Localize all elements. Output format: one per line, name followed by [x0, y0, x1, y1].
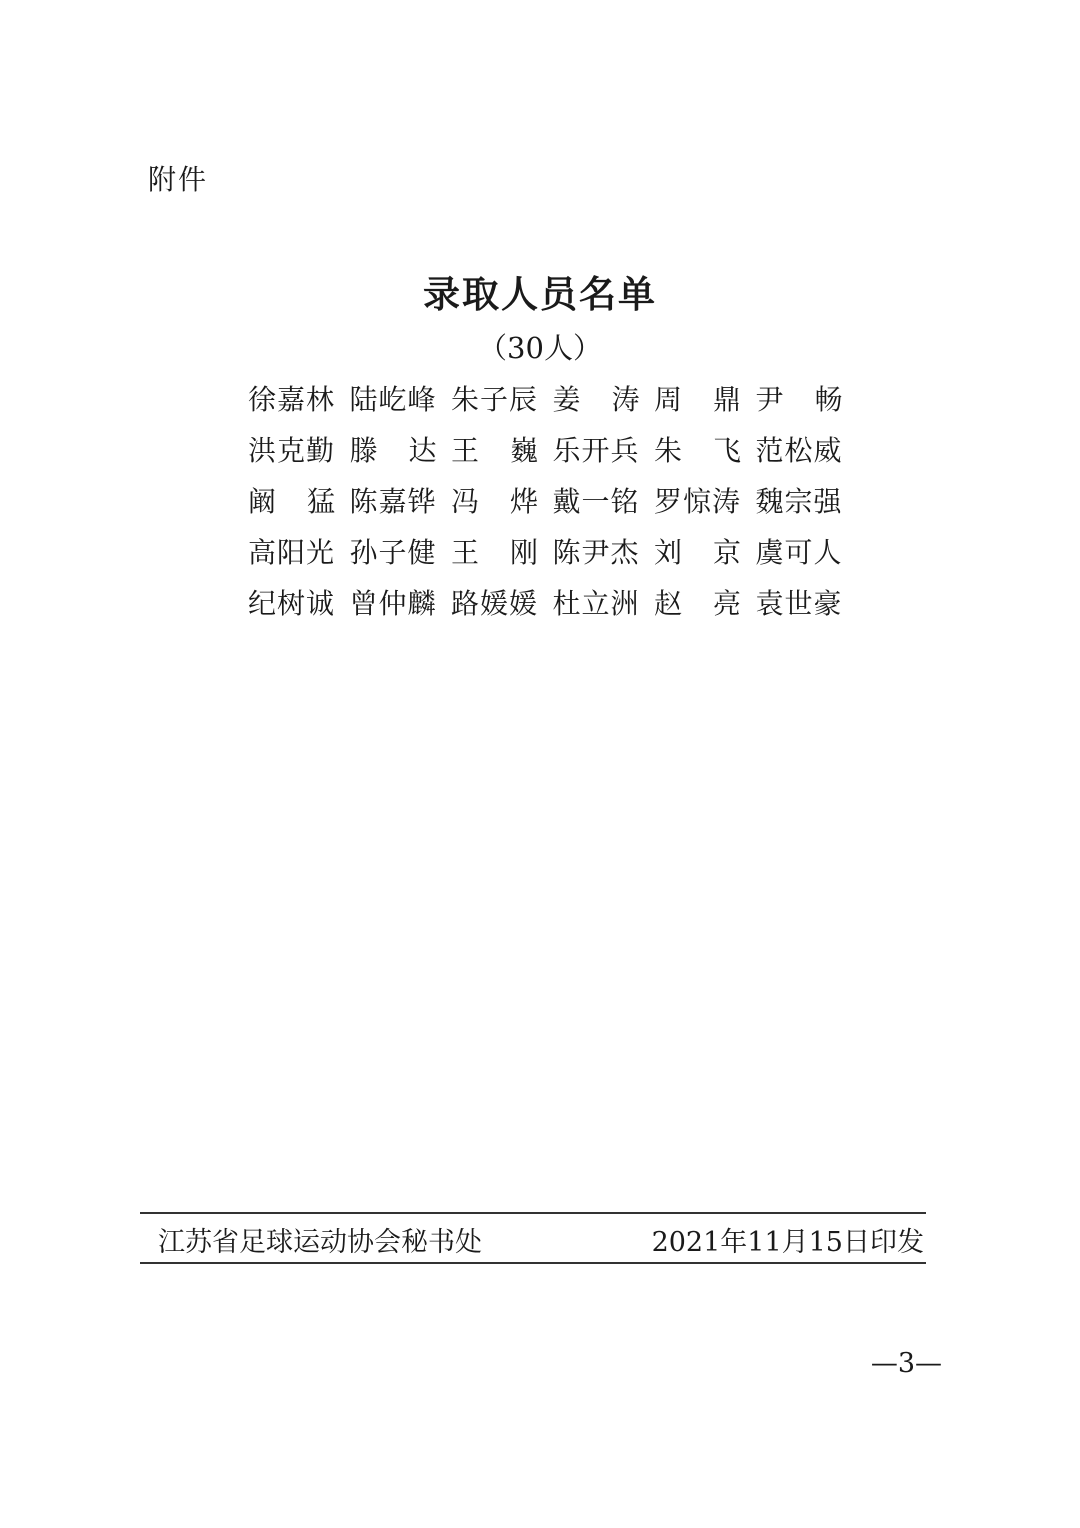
- issuer-name: 江苏省足球运动协会秘书处: [158, 1227, 482, 1258]
- name-row: [248, 372, 868, 423]
- person-name: 刘 京: [654, 535, 741, 569]
- person-name: 朱子辰: [451, 382, 539, 416]
- person-name: 乐开兵: [552, 433, 640, 467]
- person-name: 阚 猛: [248, 484, 335, 518]
- person-name: 冯 烨: [451, 484, 538, 518]
- page-number: —3—: [870, 1348, 942, 1379]
- footer-bottom-rule: [140, 1262, 926, 1264]
- person-name: 杜立洲: [552, 586, 640, 620]
- person-name: 孙子健: [349, 535, 437, 569]
- name-row: [248, 576, 868, 627]
- person-name: 赵 亮: [654, 586, 741, 620]
- document-title: 录取人员名单: [423, 272, 657, 316]
- person-name: 姜 涛: [552, 382, 640, 416]
- person-name: 王 巍: [451, 433, 538, 467]
- person-name: 洪克勤: [248, 433, 336, 467]
- person-name: 袁世豪: [755, 586, 843, 620]
- person-name: 纪树诚: [248, 586, 336, 620]
- person-name: 滕 达: [349, 433, 437, 467]
- person-name: 魏宗强: [755, 484, 843, 518]
- issue-date: 2021年11月15日印发: [651, 1227, 924, 1258]
- person-name: 陆屹峰: [349, 382, 437, 416]
- person-name: 高阳光: [248, 535, 336, 569]
- person-name: 周 鼎: [654, 382, 741, 416]
- person-name: 虞可人: [755, 535, 843, 569]
- person-name: 路媛媛: [451, 586, 539, 620]
- person-name: 曾仲麟: [349, 586, 437, 620]
- person-name: 朱 飞: [654, 433, 741, 467]
- person-name: 戴一铭: [552, 484, 640, 518]
- person-name: 尹 畅: [755, 382, 843, 416]
- person-name: 陈尹杰: [552, 535, 640, 569]
- name-row: [248, 423, 868, 474]
- person-name: 范松威: [755, 433, 843, 467]
- name-row: [248, 525, 868, 576]
- person-name: 罗惊涛: [654, 484, 742, 518]
- admitted-names-list: [248, 372, 868, 627]
- headcount: （30人）: [478, 331, 602, 365]
- footer-top-rule: [140, 1212, 926, 1214]
- attachment-label: 附件: [148, 163, 209, 196]
- person-name: 陈嘉铧: [349, 484, 437, 518]
- person-name: 王 刚: [451, 535, 538, 569]
- person-name: 徐嘉林: [248, 382, 336, 416]
- name-row: [248, 474, 868, 525]
